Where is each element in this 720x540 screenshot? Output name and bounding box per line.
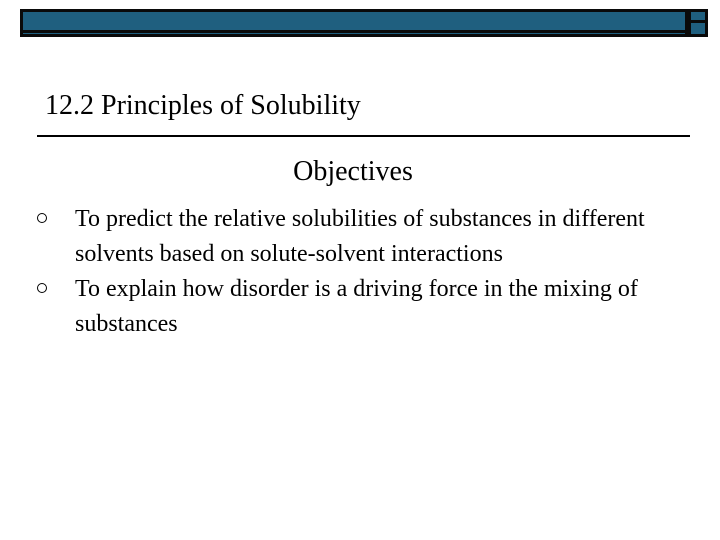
objective-item (35, 272, 675, 342)
objective-text: To predict the relative solubilities of substances in different solvents based on solute-solvent interactions (75, 206, 645, 267)
slide-title: 12.2 Principles of Solubility (45, 90, 361, 121)
objectives-list (35, 202, 675, 342)
hollow-circle-bullet-icon (37, 213, 47, 223)
hollow-circle-bullet-icon (37, 283, 47, 293)
objective-item (35, 202, 675, 272)
header-accent-bar (20, 9, 688, 37)
header-accent-band (20, 9, 710, 37)
objective-text: To explain how disorder is a driving force in the mixing of substances (75, 276, 638, 337)
header-accent-square (688, 9, 708, 37)
objectives-heading: Objectives (293, 156, 413, 187)
title-divider (37, 135, 690, 137)
